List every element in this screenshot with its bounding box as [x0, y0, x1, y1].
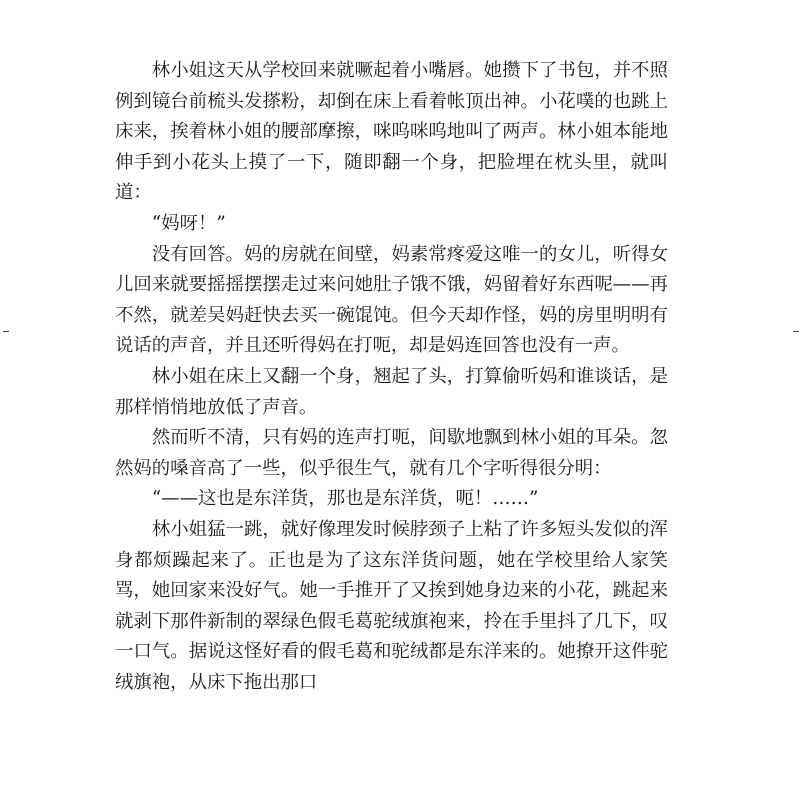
paragraph-5: 然而听不清，只有妈的连声打呃，间歇地飘到林小姐的耳朵。忽然妈的嗓音高了一些，似乎很生气，就有几个字听得很分明：: [115, 427, 668, 479]
right-margin-mark: [793, 331, 799, 332]
left-margin-mark: [3, 331, 9, 332]
paragraph-6: “——这也是东洋货，那也是东洋货，呃！……”: [151, 488, 539, 510]
paragraph-2: “妈呀！”: [151, 212, 226, 234]
paragraph-1: 林小姐这天从学校回来就噘起着小嘴唇。她攒下了书包，并不照例到镜台前梳头发搽粉，却倒在床上看着帐顶出神。小花噗的也跳上床来，挨着林小姐的腰部摩擦，咪呜咪呜地叫了两声。林小姐本能地伸手到小花头上摸了一下，随即翻一个身，把脸埋在枕头里，就叫道：: [115, 60, 668, 204]
paragraph-3: 没有回答。妈的房就在间壁，妈素常疼爱这唯一的女儿，听得女儿回来就要摇摇摆摆走过来问她肚子饿不饿，妈留着好东西呢——再不然，就差吴妈赶快去买一碗馄饨。但今天却作怪，妈的房里明明有说话的声音，并且还听得妈在打呃，却是妈连回答也没有一声。: [115, 243, 668, 357]
paragraph-4: 林小姐在床上又翻一个身，翘起了头，打算偷听妈和谁谈话，是那样悄悄地放低了声音。: [115, 365, 668, 418]
body-text: [115, 56, 668, 698]
paragraph-7: 林小姐猛一跳，就好像理发时候脖颈子上粘了许多短头发似的浑身都烦躁起来了。正也是为了这东洋货问题，她在学校里给人家笑骂，她回家来没好气。她一手推开了又挨到她身边来的小花，跳起来就剥下那件新制的翠绿色假毛葛驼绒旗袍来，拎在手里抖了几下，叹一口气。据说这怪好看的假毛葛和驼绒都是东洋来的。她撩开这件驼绒旗袍，从床下拖出那口: [115, 518, 668, 693]
